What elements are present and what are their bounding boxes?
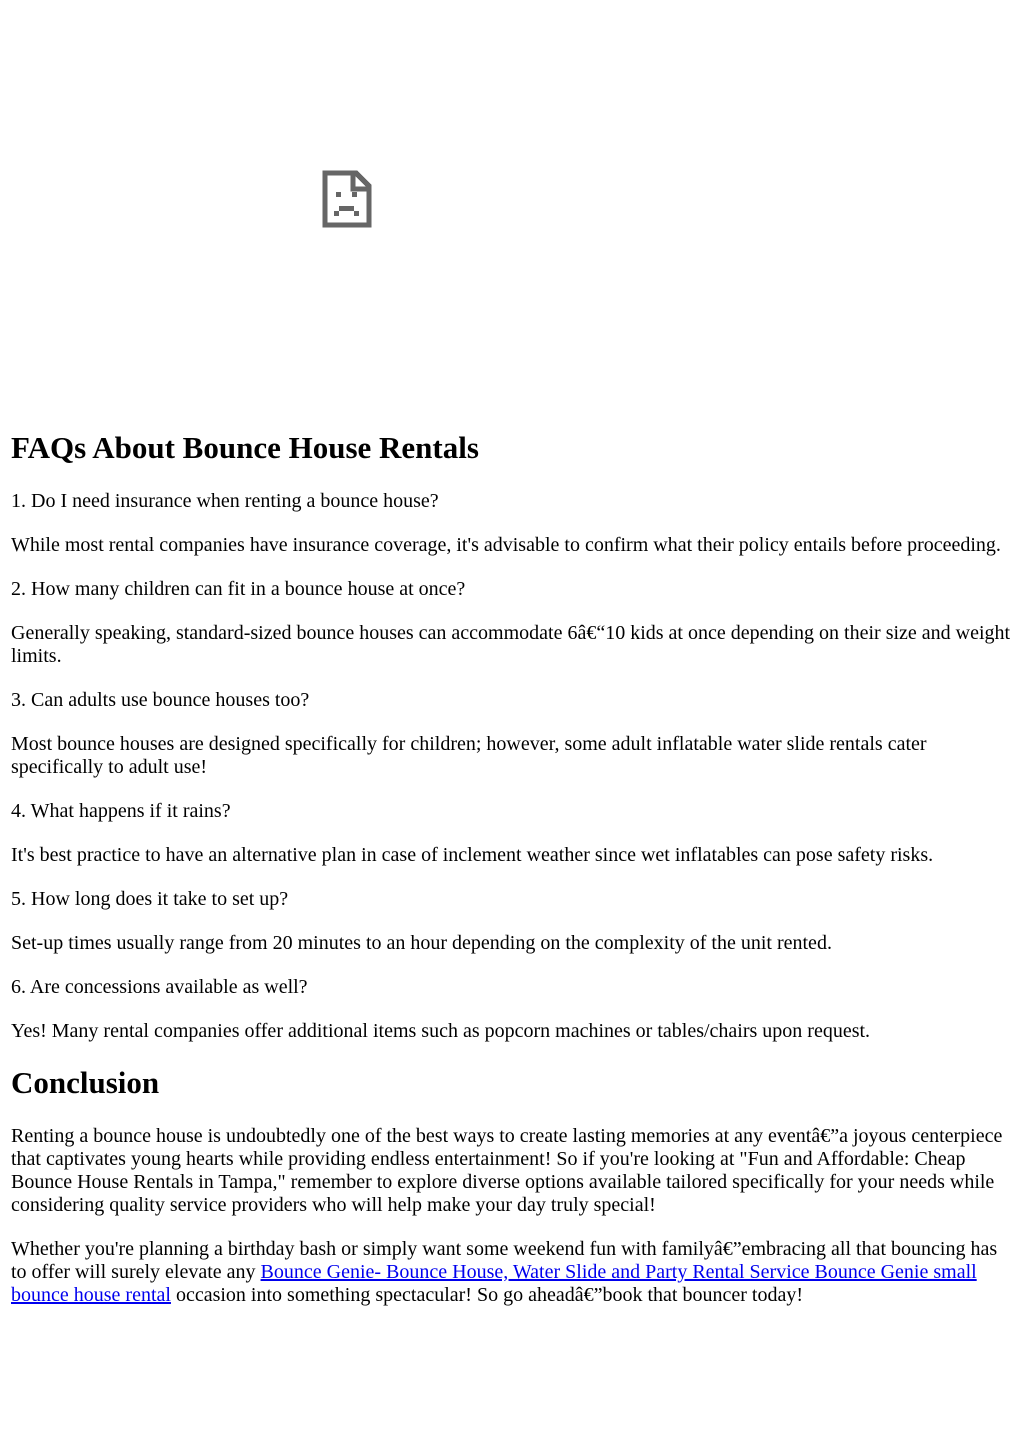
conclusion-text-after-link: occasion into something spectacular! So go aheadâ€”book that bouncer today! (170, 1284, 803, 1306)
faq-question-2: 2. How many children can fit in a bounce house at once? (11, 578, 466, 600)
bounce-genie-link[interactable]: Bounce Genie- Bounce House, Water Slide and Party Rental Service Bounce Genie small bounce house rental (11, 1261, 977, 1306)
faq-heading: FAQs About Bounce House Rentals (11, 430, 479, 465)
article-content (11, 428, 1013, 1307)
faq-answer-3: Most bounce houses are designed specifically for children; however, some adult inflatable water slide rentals cater specifically to adult use! (11, 733, 927, 778)
faq-answer-1: While most rental companies have insurance coverage, it's advisable to confirm what their policy entails before proceeding. (11, 534, 1001, 556)
faq-question-1: 1. Do I need insurance when renting a bounce house? (11, 490, 439, 512)
faq-question-5: 5. How long does it take to set up? (11, 888, 289, 910)
embedded-media-placeholder (0, 0, 694, 398)
faq-answer-6: Yes! Many rental companies offer additional items such as popcorn machines or tables/chairs upon request. (11, 1020, 871, 1042)
broken-image-icon (322, 170, 372, 228)
faq-question-3: 3. Can adults use bounce houses too? (11, 689, 310, 711)
conclusion-heading: Conclusion (11, 1065, 160, 1100)
faq-question-6: 6. Are concessions available as well? (11, 976, 308, 998)
faq-question-4: 4. What happens if it rains? (11, 800, 231, 822)
faq-answer-2: Generally speaking, standard-sized bounce houses can accommodate 6â€“10 kids at once depending on their size and weight limits. (11, 622, 1011, 667)
conclusion-paragraph-1: Renting a bounce house is undoubtedly one of the best ways to create lasting memories at any eventâ€”a joyous centerpiece that captivates young hearts while providing endless entertainment! So if you're looking at "Fun and Affordable: Cheap Bounce House Rentals in Tampa," remember to explore diverse options available tailored specifically for your needs while considering quality service providers who will help make your day truly special! (11, 1125, 1003, 1216)
conclusion-paragraph-2 (11, 1238, 1013, 1307)
faq-answer-4: It's best practice to have an alternative plan in case of inclement weather since wet inflatables can pose safety risks. (11, 844, 934, 866)
conclusion-text-before-link: Whether you're planning a birthday bash or simply want some weekend fun with familyâ€”embracing all that bouncing has to offer will surely elevate any (11, 1238, 998, 1283)
faq-answer-5: Set-up times usually range from 20 minutes to an hour depending on the complexity of the unit rented. (11, 932, 832, 954)
